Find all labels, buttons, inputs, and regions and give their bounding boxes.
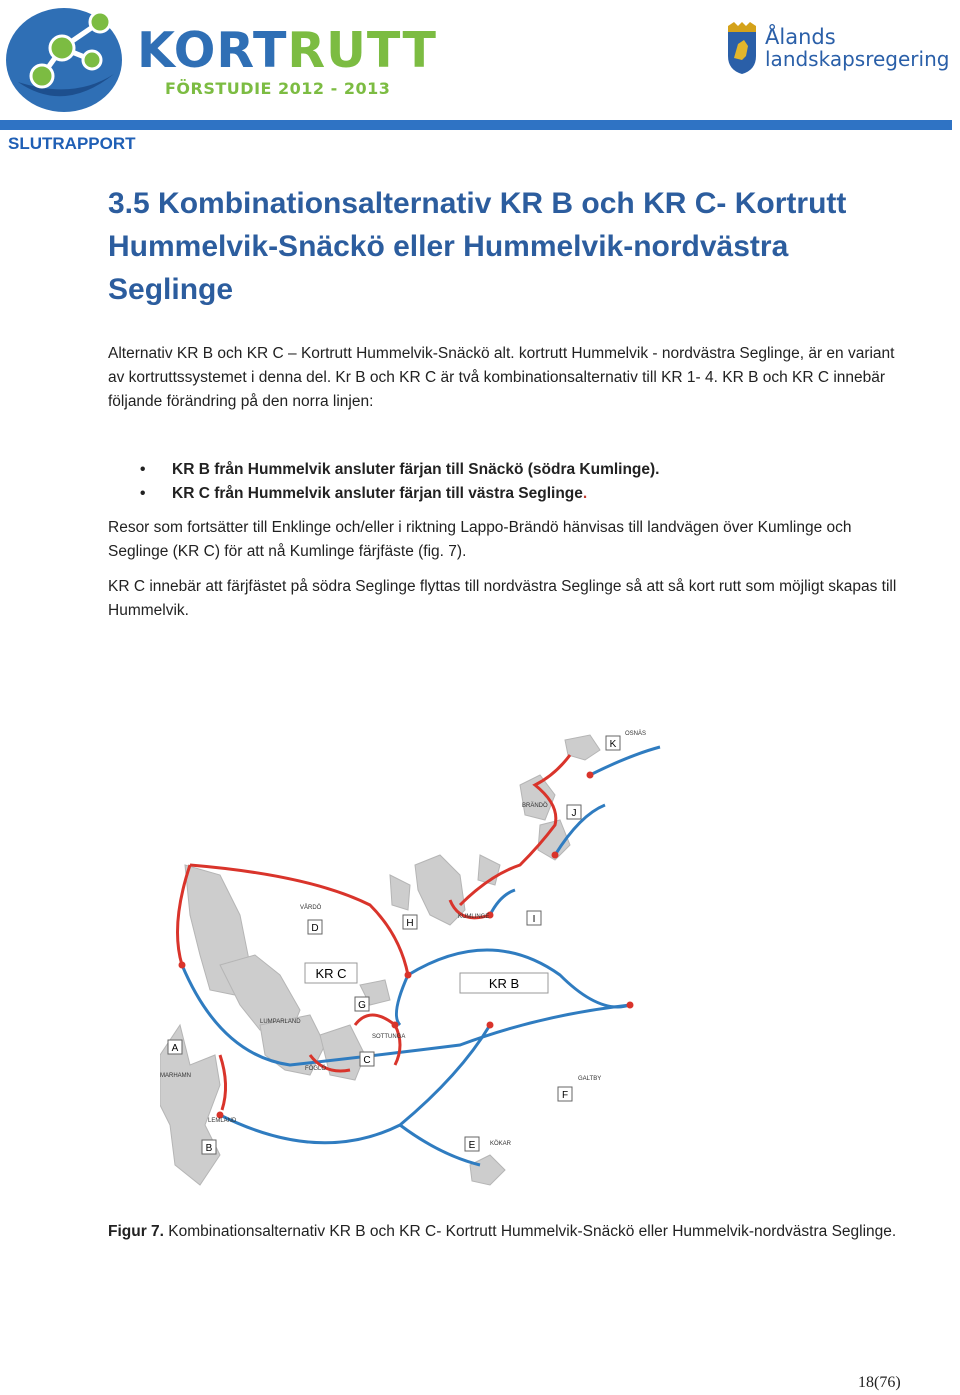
svg-text:BRÄNDÖ: BRÄNDÖ xyxy=(522,803,548,809)
page-header xyxy=(0,0,960,130)
figure-caption: Figur 7. Kombinationsalternativ KR B och KR C- Kortrutt Hummelvik-Snäckö eller Hummelvik-nordvästra Seglinge. xyxy=(108,1223,897,1240)
page-title: 3.5 Kombinationsalternativ KR B och KR C- Kortrutt Hummelvik-Snäckö eller Hummelvik-nordvästra Seglinge xyxy=(108,187,847,306)
logo-subtitle: FÖRSTUDIE 2012 - 2013 xyxy=(165,79,391,98)
svg-text:LUMPARLAND: LUMPARLAND xyxy=(260,1019,301,1025)
route-map xyxy=(160,725,670,1195)
svg-text:H: H xyxy=(406,918,414,929)
government-name: Ålands landskapsregering xyxy=(765,25,950,71)
svg-text:D: D xyxy=(311,923,319,934)
intro-paragraph: Alternativ KR B och KR C – Kortrutt Hummelvik-Snäckö alt. kortrutt Hummelvik - nordvästra Seglinge, är en variant av kortruttssystemet i denna del. Kr B och KR C är två kombinationsalternativ till KR 1- 4. KR B och KR C innebär följande förändring på den norra linjen: xyxy=(108,345,895,410)
svg-text:K: K xyxy=(609,739,617,750)
list-item: • KR B från Hummelvik ansluter färjan till Snäckö (södra Kumlinge). xyxy=(140,458,900,482)
svg-text:G: G xyxy=(358,1000,366,1011)
svg-text:B: B xyxy=(205,1143,213,1154)
bullet-list xyxy=(140,458,900,506)
svg-text:LEMLAND: LEMLAND xyxy=(208,1118,237,1124)
svg-text:I: I xyxy=(532,914,536,925)
svg-text:KÖKAR: KÖKAR xyxy=(490,1141,512,1147)
page-number: 18(76) xyxy=(858,1374,901,1391)
resor-paragraph: Resor som fortsätter till Enklinge och/eller i riktning Lappo-Brändö hänvisas till landvägen över Kumlinge och Seglinge (KR C) för att nå Kumlinge färjfäste (fig. 7). xyxy=(108,519,852,560)
port-dots xyxy=(179,772,634,1119)
header-band xyxy=(0,120,952,130)
svg-text:J: J xyxy=(571,808,577,819)
svg-text:F: F xyxy=(561,1090,569,1101)
svg-text:GALTBY: GALTBY xyxy=(578,1076,602,1082)
section-label: SLUTRAPPORT xyxy=(8,134,136,153)
kr-c-label: KR C xyxy=(315,966,347,981)
svg-text:A: A xyxy=(171,1043,179,1054)
svg-text:KUMLINGE: KUMLINGE xyxy=(458,914,490,920)
svg-text:C: C xyxy=(363,1055,371,1066)
svg-text:FÖGLÖ: FÖGLÖ xyxy=(305,1066,327,1072)
kortrutt-logo-icon xyxy=(4,4,128,114)
svg-text:E: E xyxy=(468,1140,476,1151)
logo-wordmark: KORTRUTT xyxy=(137,22,437,79)
svg-text:MARHAMN: MARHAMN xyxy=(160,1073,191,1079)
kr-b-label: KR B xyxy=(488,976,520,991)
svg-text:OSNÄS: OSNÄS xyxy=(625,731,647,737)
coat-of-arms-icon xyxy=(724,22,760,74)
list-item: • KR C från Hummelvik ansluter färjan till västra Seglinge. xyxy=(140,482,900,506)
svg-text:VÅRDÖ: VÅRDÖ xyxy=(300,905,322,911)
krc-paragraph: KR C innebär att färjfästet på södra Seglinge flyttas till nordvästra Seglinge så att så kort rutt som möjligt skapas till Hummelvik. xyxy=(108,578,897,619)
svg-text:SOTTUNGA: SOTTUNGA xyxy=(372,1034,406,1040)
